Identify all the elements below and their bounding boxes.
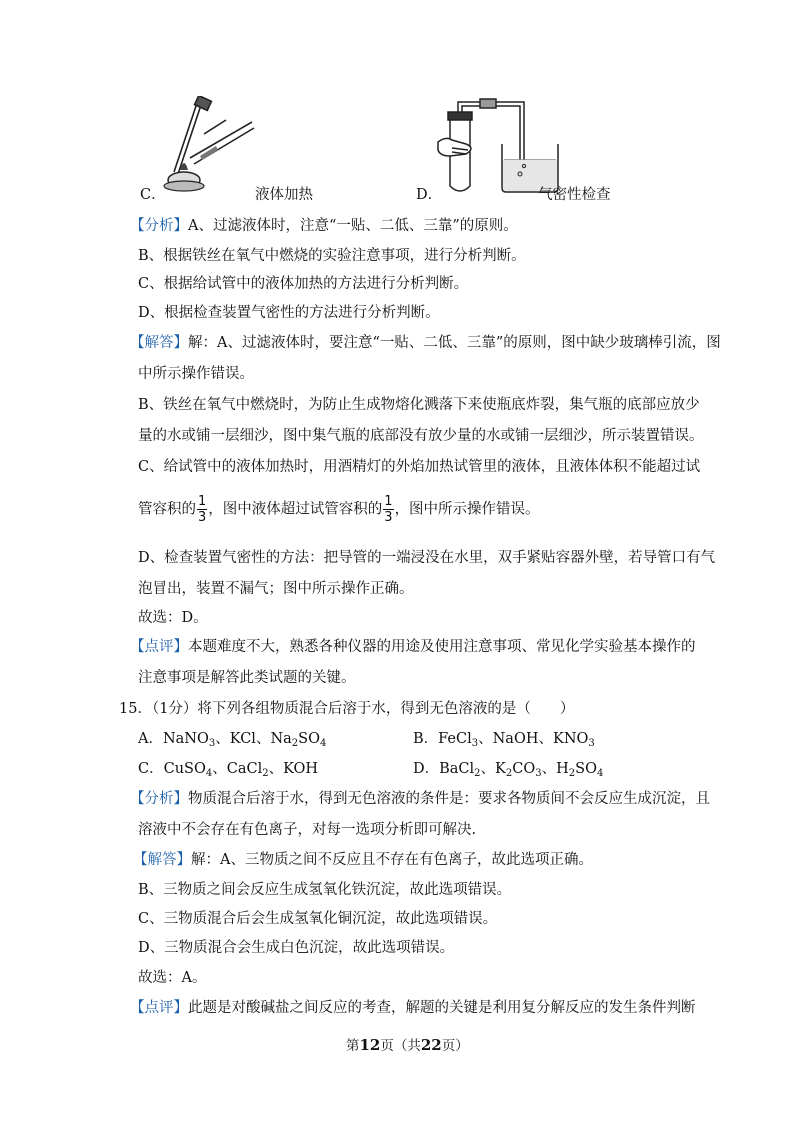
q15-answer-line-d: D、三物质混合会生成白色沉淀，故此选项错误。 xyxy=(138,940,455,956)
formula-text: 、KCl、Na xyxy=(215,731,292,747)
answer-text: 管容积的 xyxy=(138,501,196,518)
total-pages: 22 xyxy=(420,1036,442,1054)
answer-text: ，图中液体超过试管容积的 xyxy=(208,501,383,518)
footer-text: 页） xyxy=(441,1038,469,1054)
q15-option-b xyxy=(413,727,595,749)
footer-text: 页（共 xyxy=(380,1038,421,1054)
q15-answer-line-a xyxy=(133,848,593,869)
q14-comment-line-2: 注意事项是解答此类试题的关键。 xyxy=(138,670,356,686)
answer-text: 解：A、过滤液体时，要注意“一贴、二低、三靠”的原则，图中缺少玻璃棒引流，图 xyxy=(188,335,721,351)
fraction-denominator: 3 xyxy=(384,510,393,525)
q14-comment-line-1 xyxy=(130,635,696,656)
fraction-one-third xyxy=(383,495,393,524)
formula-subscript: 4 xyxy=(319,738,327,749)
page-footer xyxy=(346,1034,469,1054)
fraction-denominator: 3 xyxy=(198,510,207,525)
q14-answer-line-d2: 泡冒出，装置不漏气；图中所示操作正确。 xyxy=(138,581,414,597)
q15-comment-line-1 xyxy=(130,996,696,1017)
liquid-heating-illustration xyxy=(160,96,260,192)
analysis-tag: 【分析】 xyxy=(130,218,188,234)
q14-answer-line-b2: 量的水或铺一层细沙，图中集气瓶的底部没有放少量的水或铺一层细沙，所示装置错误。 xyxy=(138,428,704,444)
formula-subscript: 3 xyxy=(208,738,216,749)
footer-text: 第 xyxy=(346,1038,360,1054)
q15-answer-line-b: B、三物质之间会反应生成氢氧化铁沉淀，故此选项错误。 xyxy=(138,882,512,898)
formula-subscript: 2 xyxy=(568,768,576,779)
q15-choose: 故选：A。 xyxy=(138,970,207,986)
formula-text: D．BaCl xyxy=(413,761,475,777)
q14-answer-line-c2 xyxy=(138,495,540,524)
option-c-label: C． xyxy=(140,187,166,203)
formula-text: A．NaNO xyxy=(138,731,209,747)
q14-answer-line-a1 xyxy=(130,331,721,352)
fraction-numerator: 1 xyxy=(198,494,207,509)
formula-subscript: 2 xyxy=(474,768,481,779)
q15-option-d xyxy=(413,757,603,779)
answer-tag: 【解答】 xyxy=(133,852,191,868)
formula-subscript: 2 xyxy=(505,768,513,779)
formula-subscript: 2 xyxy=(291,738,299,749)
comment-tag: 【点评】 xyxy=(130,1000,188,1016)
analysis-tag: 【分析】 xyxy=(130,791,188,807)
comment-text: 本题难度不大，熟悉各种仪器的用途及使用注意事项、常见化学实验基本操作的 xyxy=(188,639,696,655)
q14-answer-line-a2: 中所示操作错误。 xyxy=(138,366,254,382)
q14-analysis-line-b: B、根据铁丝在氧气中燃烧的实验注意事项，进行分析判断。 xyxy=(138,248,526,264)
formula-subscript: 4 xyxy=(205,768,213,779)
option-d-caption: 气密性检查 xyxy=(538,187,611,203)
q14-analysis-line-c: C、根据给试管中的液体加热的方法进行分析判断。 xyxy=(138,276,469,292)
formula-text: CO xyxy=(512,761,536,777)
option-c-caption: 液体加热 xyxy=(255,187,313,203)
formula-text: 、CaCl xyxy=(212,761,263,777)
formula-subscript: 3 xyxy=(588,738,595,749)
formula-text: 、NaOH、KNO xyxy=(478,731,589,747)
q14-choose: 故选：D。 xyxy=(138,610,208,626)
q15-analysis-line-2: 溶液中不会存在有色离子，对每一选项分析即可解决. xyxy=(138,822,477,838)
analysis-text: 物质混合后溶于水，得到无色溶液的条件是：要求各物质间不会反应生成沉淀，且 xyxy=(188,791,710,807)
q15-stem: 15．（1分）将下列各组物质混合后溶于水，得到无色溶液的是（ ） xyxy=(119,701,575,717)
fraction-numerator: 1 xyxy=(384,494,393,509)
page-number: 12 xyxy=(359,1036,381,1054)
q14-answer-line-d1: D、检查装置气密性的方法：把导管的一端浸没在水里，双手紧贴容器外壁，若导管口有气 xyxy=(138,550,716,566)
q15-option-c xyxy=(138,757,318,779)
option-d-label: D． xyxy=(416,187,443,203)
q14-analysis-line-d: D、根据检查装置气密性的方法进行分析判断。 xyxy=(138,305,440,321)
analysis-text: A、过滤液体时，注意“一贴、二低、三靠”的原则。 xyxy=(188,218,518,234)
comment-text: 此题是对酸碱盐之间反应的考查，解题的关键是利用复分解反应的发生条件判断 xyxy=(188,1000,696,1016)
formula-text: 、K xyxy=(480,761,506,777)
answer-text: ，图中所示操作错误。 xyxy=(394,501,540,518)
comment-tag: 【点评】 xyxy=(130,639,188,655)
formula-subscript: 2 xyxy=(262,768,269,779)
fraction-one-third xyxy=(197,495,207,524)
q14-answer-line-c1: C、给试管中的液体加热时，用酒精灯的外焰加热试管里的液体，且液体体积不能超过试 xyxy=(138,459,701,475)
formula-subscript: 3 xyxy=(471,738,479,749)
formula-text: SO xyxy=(575,761,597,777)
airtightness-check-illustration xyxy=(436,92,572,196)
formula-text: 、H xyxy=(541,761,569,777)
answer-tag: 【解答】 xyxy=(130,335,188,351)
answer-text: 解：A、三物质之间不反应且不存在有色离子，故此选项正确。 xyxy=(191,852,593,868)
q15-answer-line-c: C、三物质混合后会生成氢氧化铜沉淀，故此选项错误。 xyxy=(138,911,498,927)
formula-text: 、KOH xyxy=(268,761,319,777)
q15-option-a xyxy=(138,727,326,749)
q14-analysis-line-a xyxy=(130,214,518,235)
formula-text: C．CuSO xyxy=(138,761,206,777)
q15-analysis-line-1 xyxy=(130,787,710,808)
formula-subscript: 3 xyxy=(535,768,542,779)
q14-answer-line-b1: B、铁丝在氧气中燃烧时，为防止生成物熔化溅落下来使瓶底炸裂，集气瓶的底部应放少 xyxy=(138,397,700,413)
formula-text: B．FeCl xyxy=(413,731,472,747)
formula-subscript: 4 xyxy=(596,768,604,779)
formula-text: SO xyxy=(298,731,320,747)
